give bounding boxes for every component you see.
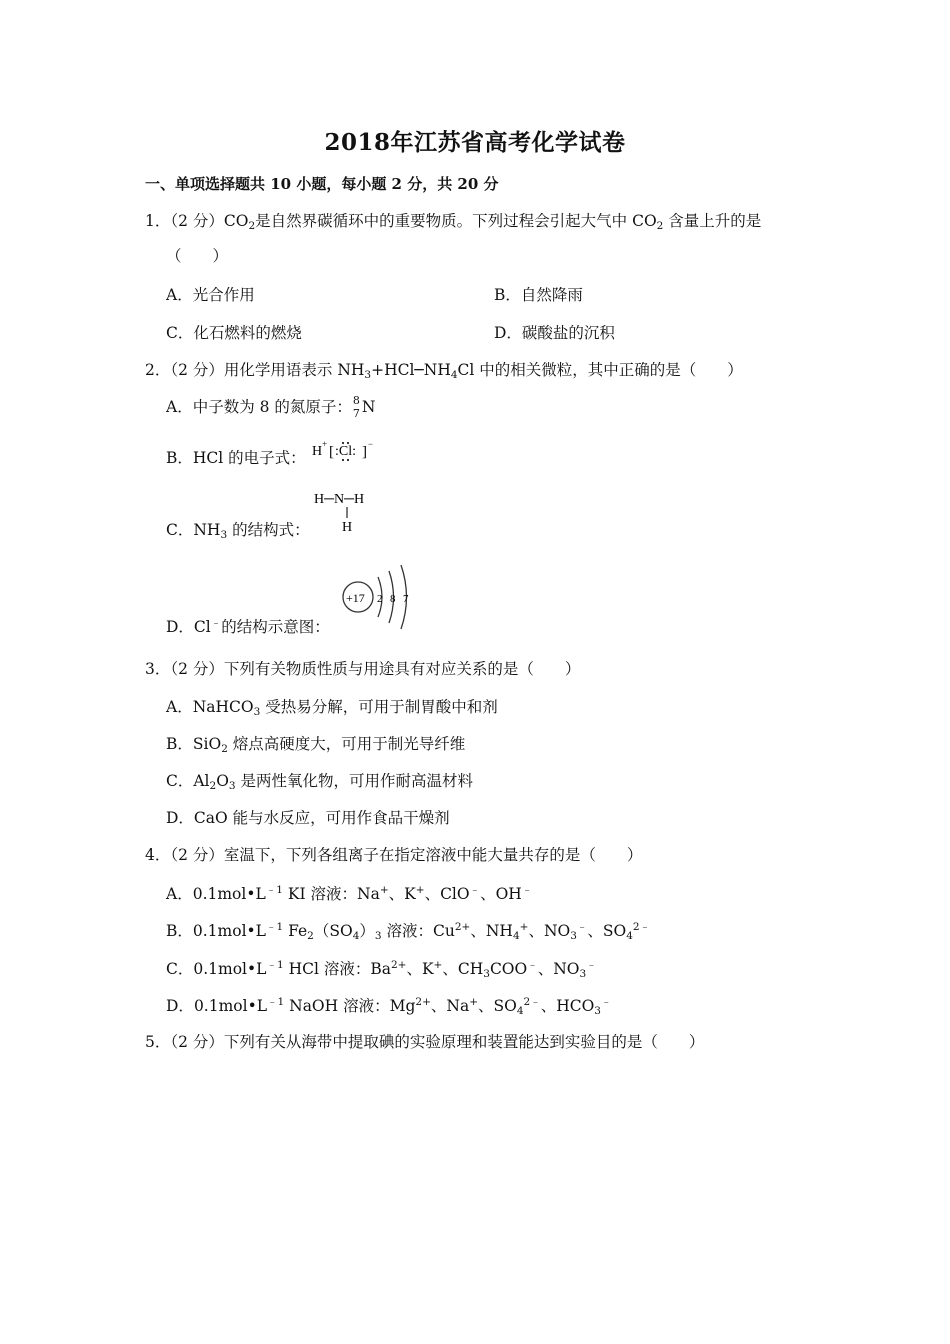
question-3-stem: 3．（2 分）下列有关物质性质与用途具有对应关系的是（ ）	[145, 660, 581, 678]
question-4-option-b: B．$0.1mol•L^{﹣1}$ $Fe_2(SO_4)_3$ 溶液：$Cu^{2+}$、$NH_4^+$、$NO_3^﹣$、$SO_4^{2﹣}$	[166, 921, 651, 942]
question-2-option-a: A．中子数为 8 的氮原子： 8 7 N	[166, 397, 375, 417]
atomic-number: 7	[352, 407, 360, 420]
question-4-option-c: C．$0.1mol•L^{﹣1}$ HCl 溶液：$Ba^{2+}$、K+、$CH_3COO^﹣$、$NO_3^﹣$	[166, 959, 597, 980]
mass-number: 8	[352, 394, 360, 407]
question-5-stem: 5．（2 分）下列有关从海带中提取碘的实验原理和装置能达到实验目的是（ ）	[145, 1033, 705, 1051]
question-4-option-d: D．$0.1mol•L^{﹣1}$ NaOH 溶液：$Mg^{2+}$、Na+、$SO_4^{2﹣}$、$HCO_3^﹣$	[166, 996, 612, 1017]
question-1-option-b: B．自然降雨	[494, 286, 583, 304]
question-3-option-b: B．SiO$_2$ 熔点高硬度大，可用于制光导纤维	[166, 735, 466, 755]
question-2-option-c: C．$NH_3$ 的结构式：	[166, 521, 310, 541]
question-2-stem: 2．（2 分）用化学用语表示 $NH_3+HCl─NH_4Cl$ 中的相关微粒，其中正确的是（ ）	[145, 361, 743, 381]
hcl-electron-formula	[311, 438, 375, 462]
section-header: 一、单项选择题共 10 小题，每小题 2 分，共 20 分	[145, 175, 499, 193]
structure-top-row: H─N─H	[314, 492, 365, 507]
question-1-option-c: C．化石燃料的燃烧	[166, 324, 302, 342]
lone-pair-dot	[347, 442, 349, 444]
lone-pair-dot	[342, 442, 344, 444]
hydrogen-symbol: H	[312, 444, 323, 459]
question-1-option-d: D．碳酸盐的沉积	[494, 324, 615, 342]
right-bracket: ]	[362, 444, 367, 460]
question-1-answer-blank: （ ）	[166, 247, 229, 265]
nucleus-charge: +17	[346, 591, 365, 605]
question-4-stem: 4．（2 分）室温下，下列各组离子在指定溶液中能大量共存的是（ ）	[145, 846, 643, 864]
shell-electron-count: 7	[403, 593, 409, 605]
left-bracket: [	[329, 444, 334, 460]
question-2-option-b: B．HCl 的电子式：	[166, 449, 306, 467]
question-2-option-d: D．Cl﹣的结构示意图：	[166, 617, 330, 636]
minus-charge: −	[368, 439, 374, 449]
question-3-option-c: C．$Al_2O_3$ 是两性氧化物，可用作耐高温材料	[166, 772, 474, 792]
page-title: 2018年江苏省高考化学试卷	[324, 129, 626, 156]
lone-pair-dot	[342, 459, 344, 461]
question-3-option-a: A．NaHCO$_3$ 受热易分解，可用于制胃酸中和剂	[166, 698, 498, 718]
plus-charge: +	[322, 439, 328, 449]
nh3-structural-formula	[313, 487, 387, 533]
question-1-stem: 1．（2 分）$CO_2$是自然界碳循环中的重要物质。下列过程会引起大气中 $CO_2$ 含量上升的是	[145, 212, 762, 232]
structure-bottom-h: H	[342, 520, 353, 533]
shell-electron-count: 2	[377, 593, 383, 605]
question-4-option-a: A．$0.1mol•L^{﹣1}$ KI 溶液：Na+、K+、ClO﹣、OH﹣	[166, 884, 533, 903]
question-3-option-d: D．CaO 能与水反应，可用作食品干燥剂	[166, 809, 450, 827]
cl-ion-structure-diagram	[340, 565, 420, 633]
question-1-option-a: A．光合作用	[166, 286, 255, 304]
shell-electron-count: 8	[390, 593, 396, 605]
lone-pair-dot	[347, 459, 349, 461]
chlorine-symbol: :Cl:	[335, 444, 357, 459]
